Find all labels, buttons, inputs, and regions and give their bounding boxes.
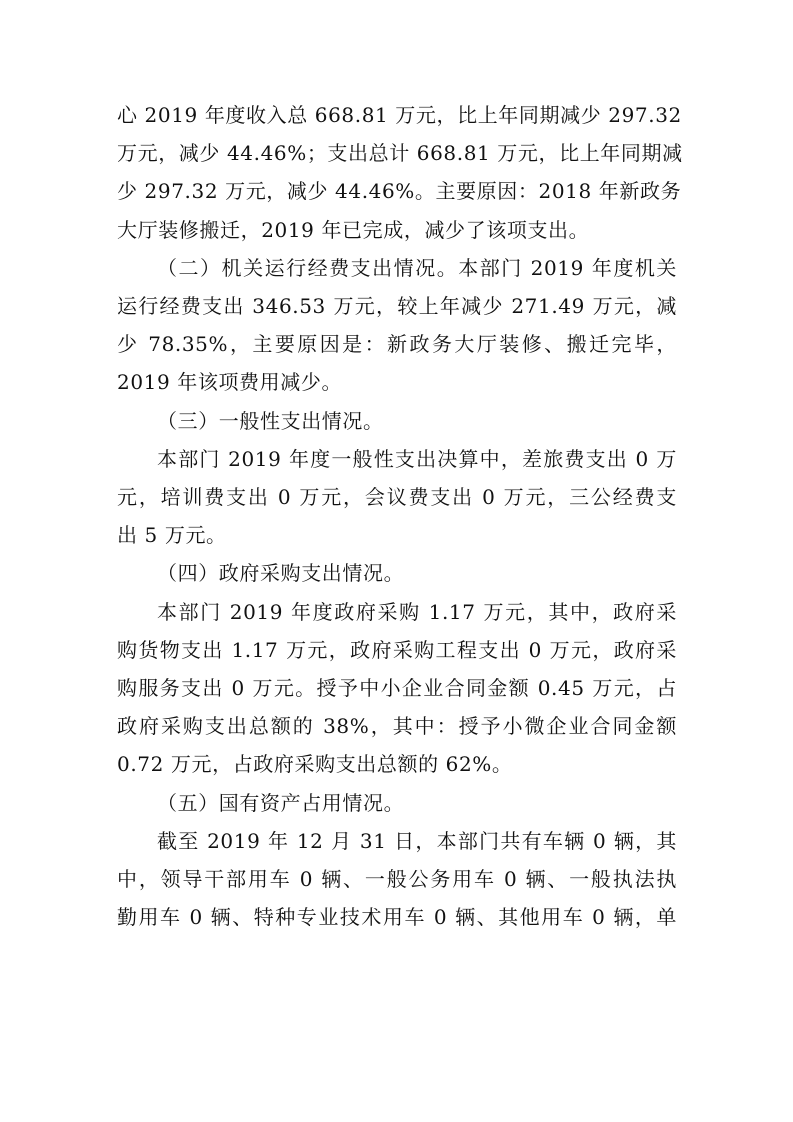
text-line: 元，培训费支出 0 万元，会议费支出 0 万元，三公经费支 [117,485,677,510]
text-line: 勤用车 0 辆、特种专业技术用车 0 辆、其他用车 0 辆，单 [117,905,677,930]
text-line: 大厅装修搬迁，2019 年已完成，减少了该项支出。 [117,217,590,242]
text-line: 出 5 万元。 [117,523,227,548]
document-page [117,96,683,936]
text-line: 2019 年该项费用减少。 [117,370,343,395]
section-heading-procurement [117,554,677,592]
text-line: 万元，减少 44.46%；支出总计 668.81 万元，比上年同期减 [117,141,683,166]
text-line: （二）机关运行经费支出情况。本部门 2019 年度机关 [157,255,677,280]
paragraph-procurement [117,593,677,784]
text-line: 截至 2019 年 12 月 31 日，本部门共有车辆 0 辆，其 [157,828,677,853]
section-heading-state-assets [117,784,677,822]
section-heading-general-expenses [117,402,677,440]
text-line: 心 2019 年度收入总 668.81 万元，比上年同期减少 297.32 [117,103,682,127]
paragraph-state-assets [117,822,677,937]
text-line: （五）国有资产占用情况。 [157,790,405,815]
paragraph-general-expenses [117,440,677,555]
text-line: 少 297.32 万元，减少 44.46%。主要原因：2018 年新政务 [117,179,682,204]
text-line: （三）一般性支出情况。 [157,408,384,433]
text-line: 政府采购支出总额的 38%，其中：授予小微企业合同金额 [117,714,677,739]
text-line: 少 78.35%，主要原因是：新政务大厅装修、搬迁完毕， [117,332,677,357]
text-line: 本部门 2019 年度一般性支出决算中，差旅费支出 0 万 [157,446,677,471]
text-line: 本部门 2019 年度政府采购 1.17 万元，其中，政府采 [157,599,677,624]
paragraph-operating-expenses [117,249,677,402]
text-line: 运行经费支出 346.53 万元，较上年减少 271.49 万元，减 [117,294,677,319]
text-line: 0.72 万元，占政府采购支出总额的 62%。 [117,752,513,777]
text-line: 购服务支出 0 万元。授予中小企业合同金额 0.45 万元，占 [117,676,677,701]
text-line: （四）政府采购支出情况。 [157,561,405,586]
paragraph-income-expenditure [117,96,683,249]
text-line: 购货物支出 1.17 万元，政府采购工程支出 0 万元，政府采 [117,637,677,662]
text-line: 中，领导干部用车 0 辆、一般公务用车 0 辆、一般执法执 [117,867,677,892]
